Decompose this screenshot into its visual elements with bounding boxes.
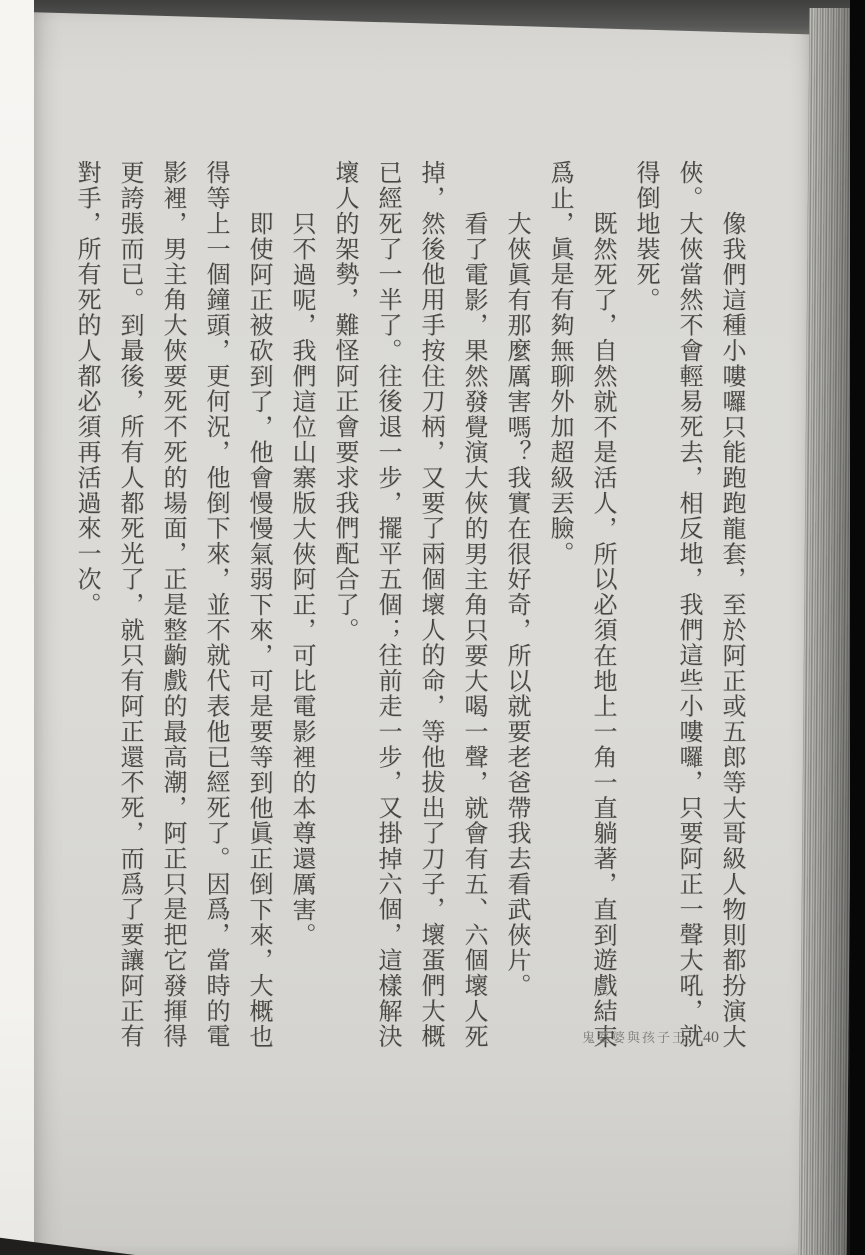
text-column: 得倒地裝死。 <box>632 160 658 313</box>
page-number: 40 <box>703 1029 720 1046</box>
book-page <box>34 0 810 1255</box>
text-column: 像我們這種小嘍囉只能跑跑龍套，至於阿正或五郎等大哥級人物則都扮演大 <box>718 211 744 1050</box>
text-column: 既然死了，自然就不是活人，所以必須在地上一角一直躺著，直到遊戲結束 <box>589 211 615 1050</box>
text-column: 影裡，男主角大俠要死不死的場面，正是整齣戲的最高潮，阿正只是把它發揮得 <box>159 160 185 1049</box>
text-column: 只不過呢，我們這位山寨版大俠阿正，可比電影裡的本尊還厲害。 <box>288 211 314 948</box>
text-column: 已經死了一半了。往後退一步，擺平五個；往前走一步，又掛掉六個，這樣解決 <box>374 160 400 1049</box>
text-column: 更誇張而已。到最後，所有人都死光了，就只有阿正還不死，而爲了要讓阿正有 <box>116 160 142 1049</box>
text-column: 壞人的架勢，難怪阿正會要求我們配合了。 <box>331 160 357 643</box>
left-paper-edge <box>0 0 34 1255</box>
book-fore-edge-pages <box>799 8 858 1255</box>
running-title: 鬼婆婆與孩子王 <box>582 1030 688 1045</box>
text-column: 俠。大俠當然不會輕易死去，相反地，我們這些小嘍囉，只要阿正一聲大吼，就 <box>675 160 701 1049</box>
text-column: 得等上一個鐘頭，更何況，他倒下來，並不就代表他已經死了。因爲，當時的電 <box>202 160 228 1049</box>
text-column: 看了電影，果然發覺演大俠的男主角只要大喝一聲，就會有五、六個壞人死 <box>460 211 486 1050</box>
text-column: 對手，所有死的人都必須再活過來一次。 <box>73 160 99 618</box>
text-column: 掉，然後他用手按住刀柄，又要了兩個壞人的命，等他拔出了刀子，壞蛋們大概 <box>417 160 443 1049</box>
text-column: 爲止，眞是有夠無聊外加超級丟臉。 <box>546 160 572 567</box>
text-column: 大俠眞有那麼厲害嗎？我實在很好奇，所以就要老爸帶我去看武俠片。 <box>503 211 529 999</box>
scan-backdrop-right <box>850 0 865 1255</box>
page-footer <box>582 1027 719 1047</box>
text-column: 即使阿正被砍到了，他會慢慢氣弱下來，可是要等到他眞正倒下來，大概也 <box>245 211 271 1050</box>
body-text <box>72 160 744 1056</box>
